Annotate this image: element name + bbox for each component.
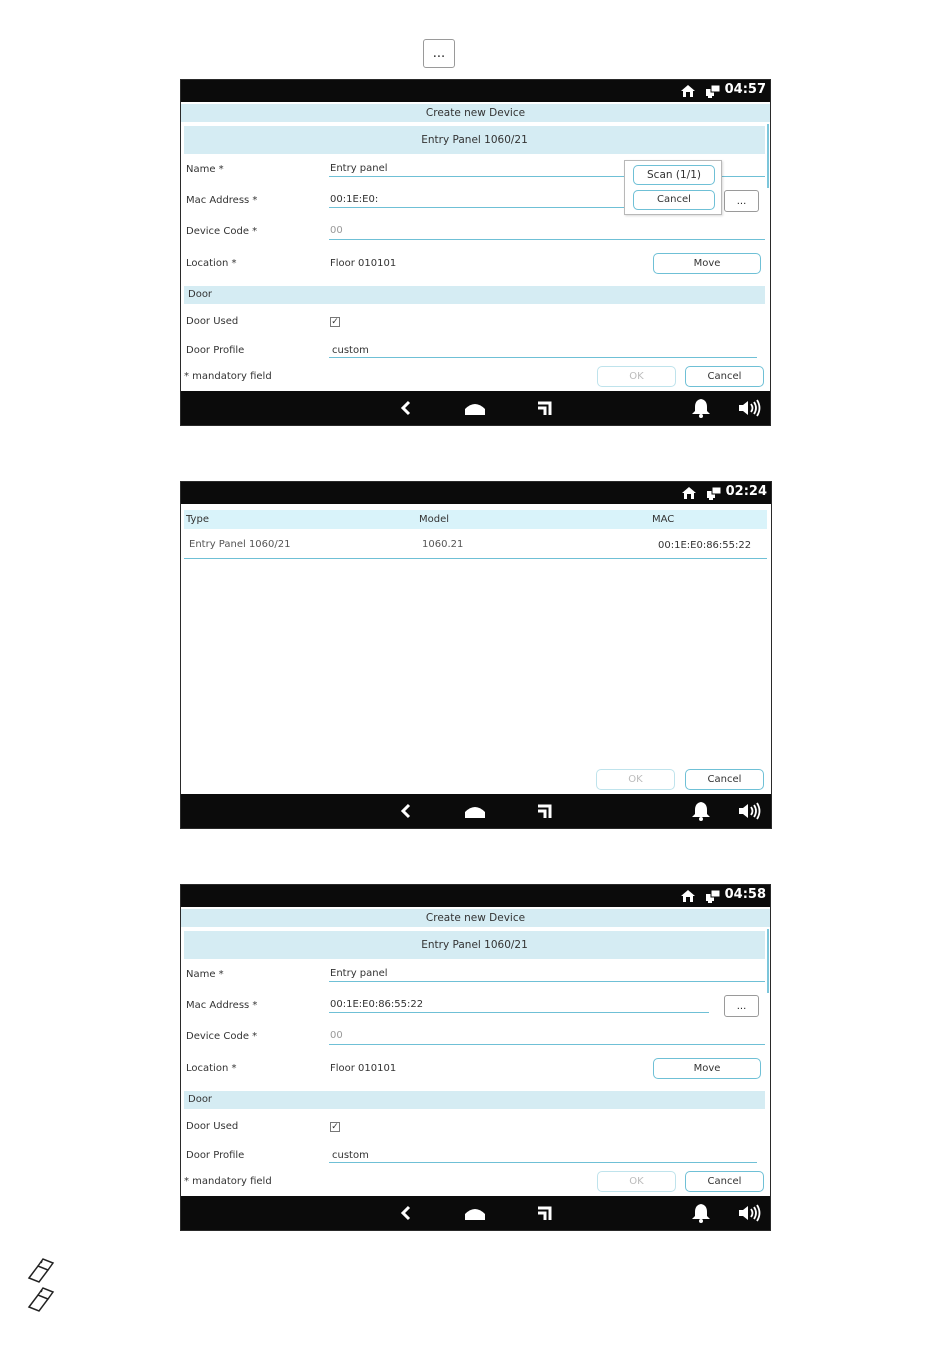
cancel-button[interactable] [685, 366, 764, 387]
home-status-icon [680, 84, 696, 98]
note-icon [26, 1256, 56, 1284]
name-input[interactable]: Entry panel [330, 968, 388, 979]
status-bar [181, 482, 771, 504]
home-status-icon [681, 486, 697, 500]
move-button-label: Move [693, 258, 721, 269]
mac-address-underline [329, 1012, 709, 1013]
home-icon[interactable] [464, 1203, 486, 1223]
network-status-icon [705, 84, 721, 98]
volume-icon[interactable] [737, 801, 763, 821]
column-header-type: Type [186, 514, 209, 525]
dialog-title: Create new Device [181, 909, 770, 927]
column-header-mac: MAC [652, 514, 675, 525]
bell-icon[interactable] [690, 801, 712, 821]
ok-button-label: OK [629, 1176, 644, 1187]
screen-create-device-scan [180, 79, 771, 426]
door-section-header: Door [184, 286, 765, 304]
mac-browse-button[interactable] [724, 190, 759, 212]
move-button-label: Move [693, 1063, 721, 1074]
scan-popup [624, 160, 722, 215]
move-button[interactable] [653, 1058, 761, 1079]
screen-scan-results [180, 481, 772, 829]
mac-browse-button[interactable] [724, 995, 759, 1017]
recent-icon[interactable] [534, 801, 556, 821]
door-profile-select[interactable]: custom [332, 345, 369, 356]
volume-icon[interactable] [737, 1203, 763, 1223]
column-header-model: Model [419, 514, 450, 525]
status-time: 04:58 [724, 887, 766, 902]
network-status-icon [706, 486, 722, 500]
home-icon[interactable] [464, 801, 486, 821]
ok-button-label: OK [629, 371, 644, 382]
name-label: Name * [186, 164, 224, 175]
scan-button-label: Scan (1/1) [647, 169, 701, 181]
home-icon[interactable] [464, 398, 486, 418]
device-code-input[interactable]: 00 [330, 225, 343, 236]
note-icon [26, 1285, 56, 1313]
door-profile-underline [329, 1162, 757, 1163]
cancel-button[interactable] [685, 769, 764, 790]
status-time: 04:57 [724, 82, 766, 97]
back-icon[interactable] [395, 801, 417, 821]
mandatory-field-note: * mandatory field [184, 371, 272, 382]
row-mac: 00:1E:E0:86:55:22 [658, 540, 752, 551]
door-used-checkbox[interactable]: ✓ [331, 1122, 339, 1132]
navigation-bar [181, 391, 770, 425]
mac-browse-label: ... [736, 195, 747, 207]
bell-icon[interactable] [690, 1203, 712, 1223]
cancel-button-label: Cancel [707, 774, 742, 785]
recent-icon[interactable] [534, 398, 556, 418]
location-label: Location * [186, 258, 237, 269]
ellipsis-button-example[interactable] [423, 39, 455, 68]
screen-create-device-filled [180, 884, 771, 1231]
mac-browse-label: ... [736, 1000, 747, 1012]
location-value: Floor 010101 [330, 258, 397, 269]
home-status-icon [680, 889, 696, 903]
scrollbar[interactable] [767, 929, 769, 993]
ellipsis-button-label: ... [432, 46, 446, 61]
cancel-button[interactable] [685, 1171, 764, 1192]
location-label: Location * [186, 1063, 237, 1074]
bell-icon[interactable] [690, 398, 712, 418]
door-profile-label: Door Profile [186, 1150, 245, 1161]
scan-button[interactable] [633, 165, 715, 185]
device-code-underline [329, 1044, 765, 1045]
ok-button[interactable] [597, 366, 676, 387]
name-underline [329, 981, 765, 982]
door-profile-select[interactable]: custom [332, 1150, 369, 1161]
mac-address-label: Mac Address * [186, 1000, 258, 1011]
status-bar [181, 885, 770, 907]
scan-cancel-button[interactable] [633, 190, 715, 210]
status-bar [181, 80, 770, 102]
device-code-underline [329, 239, 765, 240]
cancel-button-label: Cancel [707, 371, 742, 382]
door-used-label: Door Used [186, 1121, 239, 1132]
scan-cancel-label: Cancel [657, 194, 691, 205]
recent-icon[interactable] [534, 1203, 556, 1223]
ok-button-label: OK [628, 774, 643, 785]
device-type-header: Entry Panel 1060/21 [184, 126, 765, 154]
door-profile-underline [329, 357, 757, 358]
door-section-header: Door [184, 1091, 765, 1109]
table-row[interactable] [184, 530, 767, 559]
back-icon[interactable] [395, 398, 417, 418]
ok-button[interactable] [596, 769, 675, 790]
move-button[interactable] [653, 253, 761, 274]
location-value: Floor 010101 [330, 1063, 397, 1074]
mandatory-field-note: * mandatory field [184, 1176, 272, 1187]
device-code-label: Device Code * [186, 1031, 258, 1042]
dialog-title: Create new Device [181, 104, 770, 122]
device-code-label: Device Code * [186, 226, 258, 237]
mac-address-input[interactable]: 00:1E:E0: [330, 194, 379, 205]
network-status-icon [705, 889, 721, 903]
door-used-checkbox[interactable]: ✓ [331, 317, 339, 327]
navigation-bar [181, 1196, 770, 1230]
name-input[interactable]: Entry panel [330, 163, 388, 174]
cancel-button-label: Cancel [707, 1176, 742, 1187]
navigation-bar [181, 794, 771, 828]
mac-address-input[interactable]: 00:1E:E0:86:55:22 [330, 999, 424, 1010]
volume-icon[interactable] [737, 398, 763, 418]
scrollbar[interactable] [767, 124, 769, 188]
status-time: 02:24 [725, 484, 767, 499]
row-model: 1060.21 [422, 539, 464, 550]
door-profile-label: Door Profile [186, 345, 245, 356]
device-code-input[interactable]: 00 [330, 1030, 343, 1041]
name-label: Name * [186, 969, 224, 980]
door-used-label: Door Used [186, 316, 239, 327]
mac-address-label: Mac Address * [186, 195, 258, 206]
device-type-header: Entry Panel 1060/21 [184, 931, 765, 959]
row-type: Entry Panel 1060/21 [189, 539, 291, 550]
table-header [184, 510, 767, 529]
ok-button[interactable] [597, 1171, 676, 1192]
back-icon[interactable] [395, 1203, 417, 1223]
